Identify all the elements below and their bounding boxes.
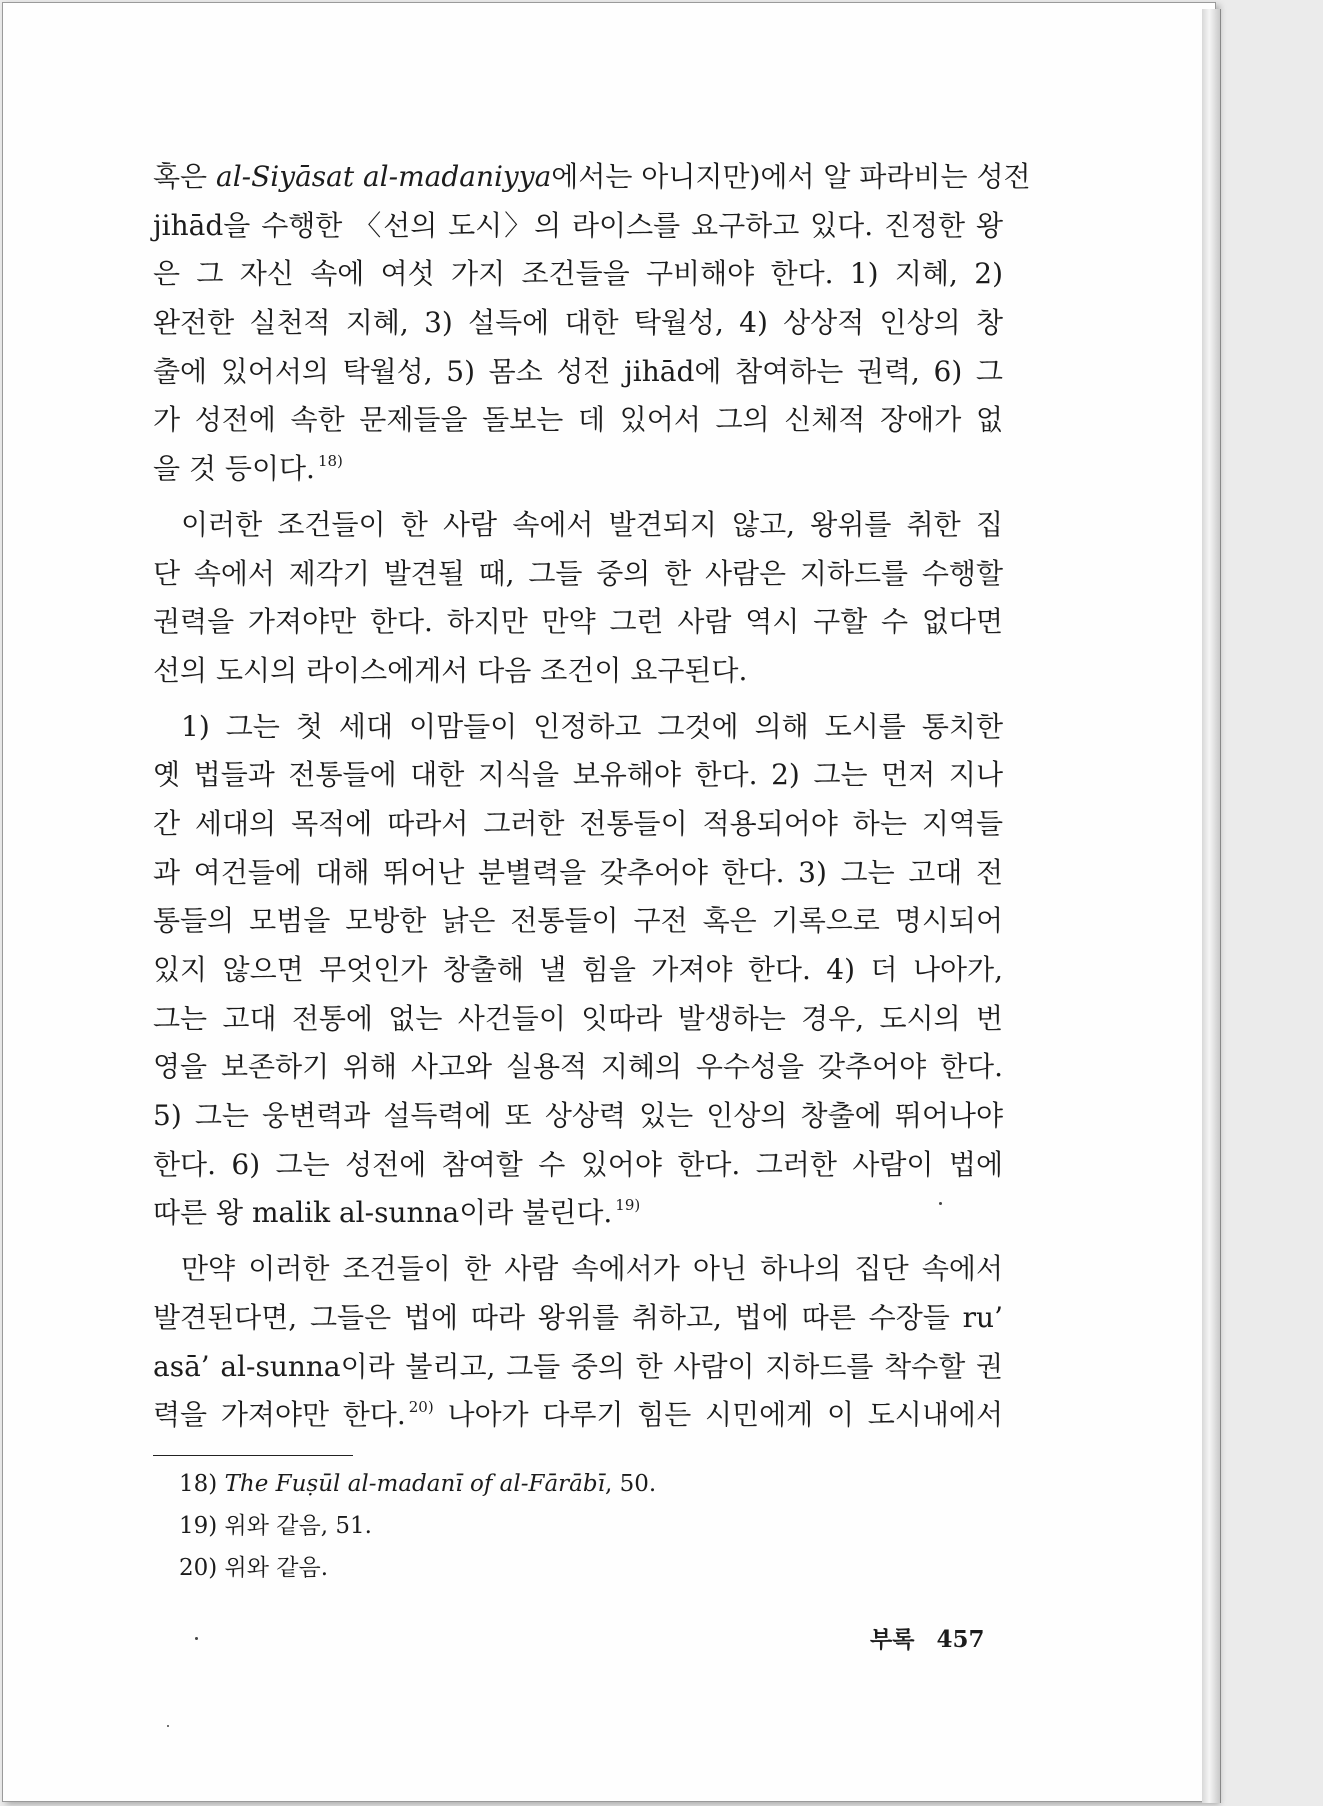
- text-line: [153, 396, 1003, 445]
- text-run: 은 그 자신 속에 여섯 가지 조건들을 구비해야 한다. 1) 지혜, 2): [153, 257, 1003, 291]
- italic-term: al-Siyāsat al-madaniyya: [216, 160, 552, 193]
- text-run: 5) 그는 웅변력과 설득력에 또 상상력 있는 인상의 창출에 뛰어나야: [153, 1099, 1003, 1133]
- text-line: [153, 598, 1003, 647]
- text-line: [153, 946, 1003, 995]
- speck-mark: [167, 1725, 169, 1727]
- italic-term: The Fuṣūl al-madanī of al-Fārābī: [224, 1471, 605, 1497]
- text-run: 가 성전에 속한 문제들을 돌보는 데 있어서 그의 신체적 장애가 없: [153, 403, 1003, 437]
- text-line: [153, 501, 1003, 550]
- text-line: [153, 1245, 1003, 1294]
- text-run: 선의 도시의 라이스에게서 다음 조건이 요구된다.: [153, 653, 748, 687]
- text-line: [153, 299, 1003, 348]
- text-run: 1) 그는 첫 세대 이맘들이 인정하고 그것에 의해 도시를 통치한: [181, 709, 1003, 743]
- text-run: 나아가 다루기 힘든 시민에게 이 도시내에서: [433, 1398, 1003, 1432]
- text-line: [153, 647, 1003, 696]
- body-text: [153, 153, 1031, 1440]
- text-run: 그는 고대 전통에 없는 사건들이 잇따라 발생하는 경우, 도시의 번: [153, 1001, 1003, 1035]
- text-line: [153, 153, 1031, 202]
- text-run: 발견된다면, 그들은 법에 따라 왕위를 취하고, 법에 따른 수장들 ru’: [153, 1300, 1003, 1334]
- page-footer: [870, 1621, 984, 1654]
- text-line: [153, 995, 1003, 1044]
- footnotes: [179, 1463, 656, 1589]
- footnote-ref: 18): [317, 452, 343, 471]
- footnote-item: [179, 1463, 656, 1505]
- footnote-item: [179, 1547, 656, 1589]
- text-line: [153, 348, 1003, 397]
- text-run: 에서는 아니지만)에서 알 파라비는 성전: [551, 160, 1031, 193]
- text-line: [153, 1092, 1003, 1141]
- text-run: 만약 이러한 조건들이 한 사람 속에서가 아닌 하나의 집단 속에서: [181, 1252, 1003, 1286]
- footnote-ref: 20): [408, 1398, 434, 1417]
- text-run: 혹은: [153, 160, 216, 193]
- text-run: asā’ al-sunna이라 불리고, 그들 중의 한 사람이 지하드를 착수할 권: [153, 1349, 1003, 1383]
- page-number: 457: [936, 1626, 985, 1653]
- text-line: [153, 1141, 1003, 1190]
- text-run: 과 여건들에 대해 뛰어난 분별력을 갖추어야 한다. 3) 그는 고대 전: [153, 855, 1003, 889]
- footer-label: 부록: [870, 1626, 915, 1653]
- text-run: 20) 위와 같음.: [179, 1555, 329, 1581]
- page-edge-shadow: [1202, 9, 1221, 1803]
- text-line: [153, 1343, 1003, 1392]
- text-run: 한다. 6) 그는 성전에 참여할 수 있어야 한다. 그러한 사람이 법에: [153, 1147, 1003, 1181]
- text-line: [153, 849, 1003, 898]
- text-run: 옛 법들과 전통들에 대한 지식을 보유해야 한다. 2) 그는 먼저 지나: [153, 758, 1003, 792]
- text-line: [153, 445, 1003, 494]
- text-line: [153, 800, 1003, 849]
- text-run: 단 속에서 제각기 발견될 때, 그들 중의 한 사람은 지하드를 수행할: [153, 556, 1003, 590]
- text-run: 완전한 실천적 지혜, 3) 설득에 대한 탁월성, 4) 상상적 인상의 창: [153, 306, 1003, 340]
- text-line: [153, 202, 1003, 251]
- text-run: , 50.: [604, 1471, 657, 1497]
- text-line: [153, 1294, 1003, 1343]
- text-run: 따른 왕 malik al-sunna이라 불린다.: [153, 1196, 613, 1230]
- text-run: 이러한 조건들이 한 사람 속에서 발견되지 않고, 왕위를 취한 집: [181, 507, 1003, 541]
- text-run: 18): [179, 1471, 225, 1497]
- text-run: 19) 위와 같음, 51.: [179, 1513, 372, 1539]
- text-run: 통들의 모범을 모방한 낡은 전통들이 구전 혹은 기록으로 명시되어: [153, 904, 1003, 938]
- text-line: [153, 250, 1003, 299]
- text-run: 력을 가져야만 한다.: [153, 1398, 406, 1432]
- text-line: [153, 1391, 1003, 1440]
- text-run: 을 것 등이다.: [153, 452, 315, 486]
- text-line: [153, 703, 1003, 752]
- footnote-divider: [153, 1455, 353, 1456]
- speck-mark: [195, 1637, 198, 1640]
- text-line: [153, 897, 1003, 946]
- text-run: jihād을 수행한 〈선의 도시〉의 라이스를 요구하고 있다. 진정한 왕: [153, 208, 1003, 242]
- book-page: [2, 2, 1216, 1802]
- text-run: 영을 보존하기 위해 사고와 실용적 지혜의 우수성을 갖추어야 한다.: [153, 1050, 1003, 1084]
- text-run: 출에 있어서의 탁월성, 5) 몸소 성전 jihād에 참여하는 권력, 6) 그: [153, 354, 1003, 388]
- text-run: 있지 않으면 무엇인가 창출해 낼 힘을 가져야 한다. 4) 더 나아가,: [153, 953, 1003, 986]
- text-line: [153, 1043, 1003, 1092]
- text-line: [153, 550, 1003, 599]
- text-run: 간 세대의 목적에 따라서 그러한 전통들이 적용되어야 하는 지역들: [153, 806, 1003, 840]
- text-run: 권력을 가져야만 한다. 하지만 만약 그런 사람 역시 구할 수 없다면: [153, 605, 1003, 639]
- footnote-item: [179, 1505, 656, 1547]
- footnote-ref: 19): [615, 1196, 641, 1215]
- text-line: [153, 1189, 1003, 1238]
- text-line: [153, 751, 1003, 800]
- speck-mark: [939, 1202, 942, 1205]
